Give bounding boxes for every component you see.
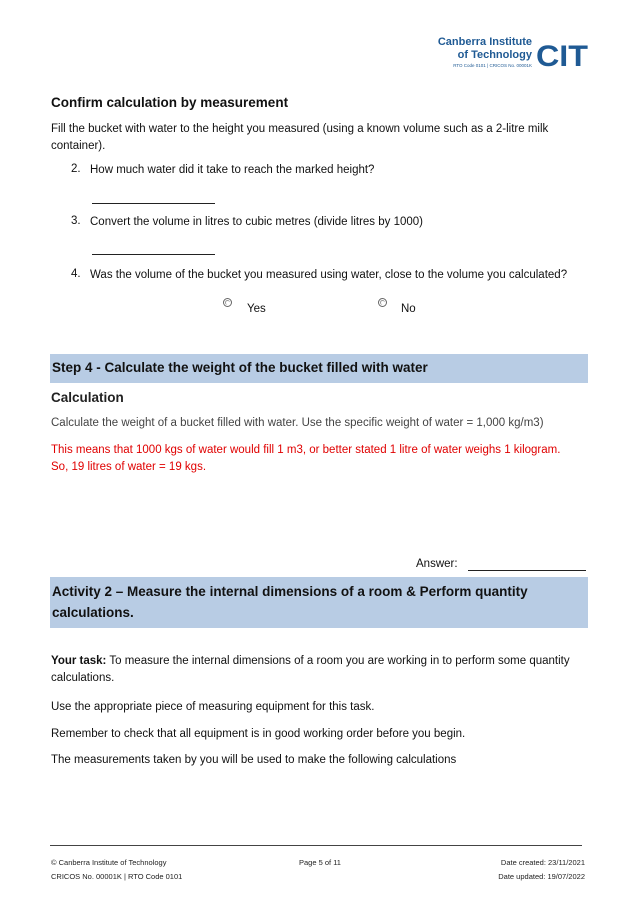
task-paragraph <box>51 653 571 687</box>
calculation-text: Calculate the weight of a bucket filled with water. Use the specific weight of water = 1,000 kg/m3) <box>51 417 544 429</box>
task-label: Your task: <box>51 655 107 667</box>
footer-date-created: Date created: 23/11/2021 <box>500 858 585 867</box>
footer-copyright: © Canberra Institute of Technology <box>51 858 167 867</box>
q2-number: 2. <box>71 163 81 175</box>
radio-yes-label: Yes <box>247 303 266 315</box>
activity2-band <box>50 577 588 628</box>
calculation-heading: Calculation <box>51 390 124 405</box>
q2-text: How much water did it take to reach the marked height? <box>90 164 375 176</box>
q2-answer-line[interactable] <box>92 203 215 204</box>
q4-number: 4. <box>71 268 81 280</box>
activity2-para2: Remember to check that all equipment is in good working order before you begin. <box>51 728 466 740</box>
footer-cricos: CRICOS No. 00001K | RTO Code 0101 <box>51 872 183 881</box>
section-heading-confirm: Confirm calculation by measurement <box>51 95 289 110</box>
calculation-note-line1: This means that 1000 kgs of water would fill 1 m3, or better stated 1 litre of water weighs 1 kilogram. <box>51 444 561 456</box>
q4-text: Was the volume of the bucket you measured using water, close to the volume you calculated? <box>90 269 568 281</box>
logo-sub: RTO Code 0101 | CRICOS No. 00001K <box>453 63 532 68</box>
radio-no[interactable] <box>378 298 387 307</box>
radio-no-label: No <box>401 303 416 315</box>
activity2-title-line2: calculations. <box>52 605 134 620</box>
step4-title: Step 4 - Calculate the weight of the bucket filled with water <box>52 360 428 375</box>
q3-answer-line[interactable] <box>92 254 215 255</box>
logo-mark-icon <box>536 38 588 70</box>
activity2-para1: Use the appropriate piece of measuring equipment for this task. <box>51 701 375 713</box>
footer-page-number: Page 5 of 11 <box>299 858 341 867</box>
logo-name-line2: of Technology <box>457 49 532 61</box>
logo-mark-lettering: CIT <box>536 40 588 70</box>
answer-label: Answer: <box>416 558 458 570</box>
q3-number: 3. <box>71 215 81 227</box>
logo-name-line1: Canberra Institute <box>437 36 532 48</box>
step4-band <box>50 354 588 383</box>
activity2-para3: The measurements taken by you will be used to make the following calculations <box>51 754 457 766</box>
q3-text: Convert the volume in litres to cubic metres (divide litres by 1000) <box>90 216 424 228</box>
footer-divider <box>50 845 582 846</box>
confirm-intro: Fill the bucket with water to the height you measured (using a known volume such as a 2-litre milk container). <box>51 123 549 152</box>
task-text: To measure the internal dimensions of a room you are working in to perform some quantity calculations. <box>51 655 570 684</box>
footer-date-updated: Date updated: 19/07/2022 <box>498 872 585 881</box>
cit-logo <box>438 36 588 72</box>
answer-line[interactable] <box>468 570 586 571</box>
logo-name <box>438 36 532 62</box>
radio-yes[interactable] <box>223 298 232 307</box>
activity2-title-line1: Activity 2 – Measure the internal dimensions of a room & Perform quantity <box>52 584 528 599</box>
calculation-note-line2: So, 19 litres of water = 19 kgs. <box>51 461 207 473</box>
